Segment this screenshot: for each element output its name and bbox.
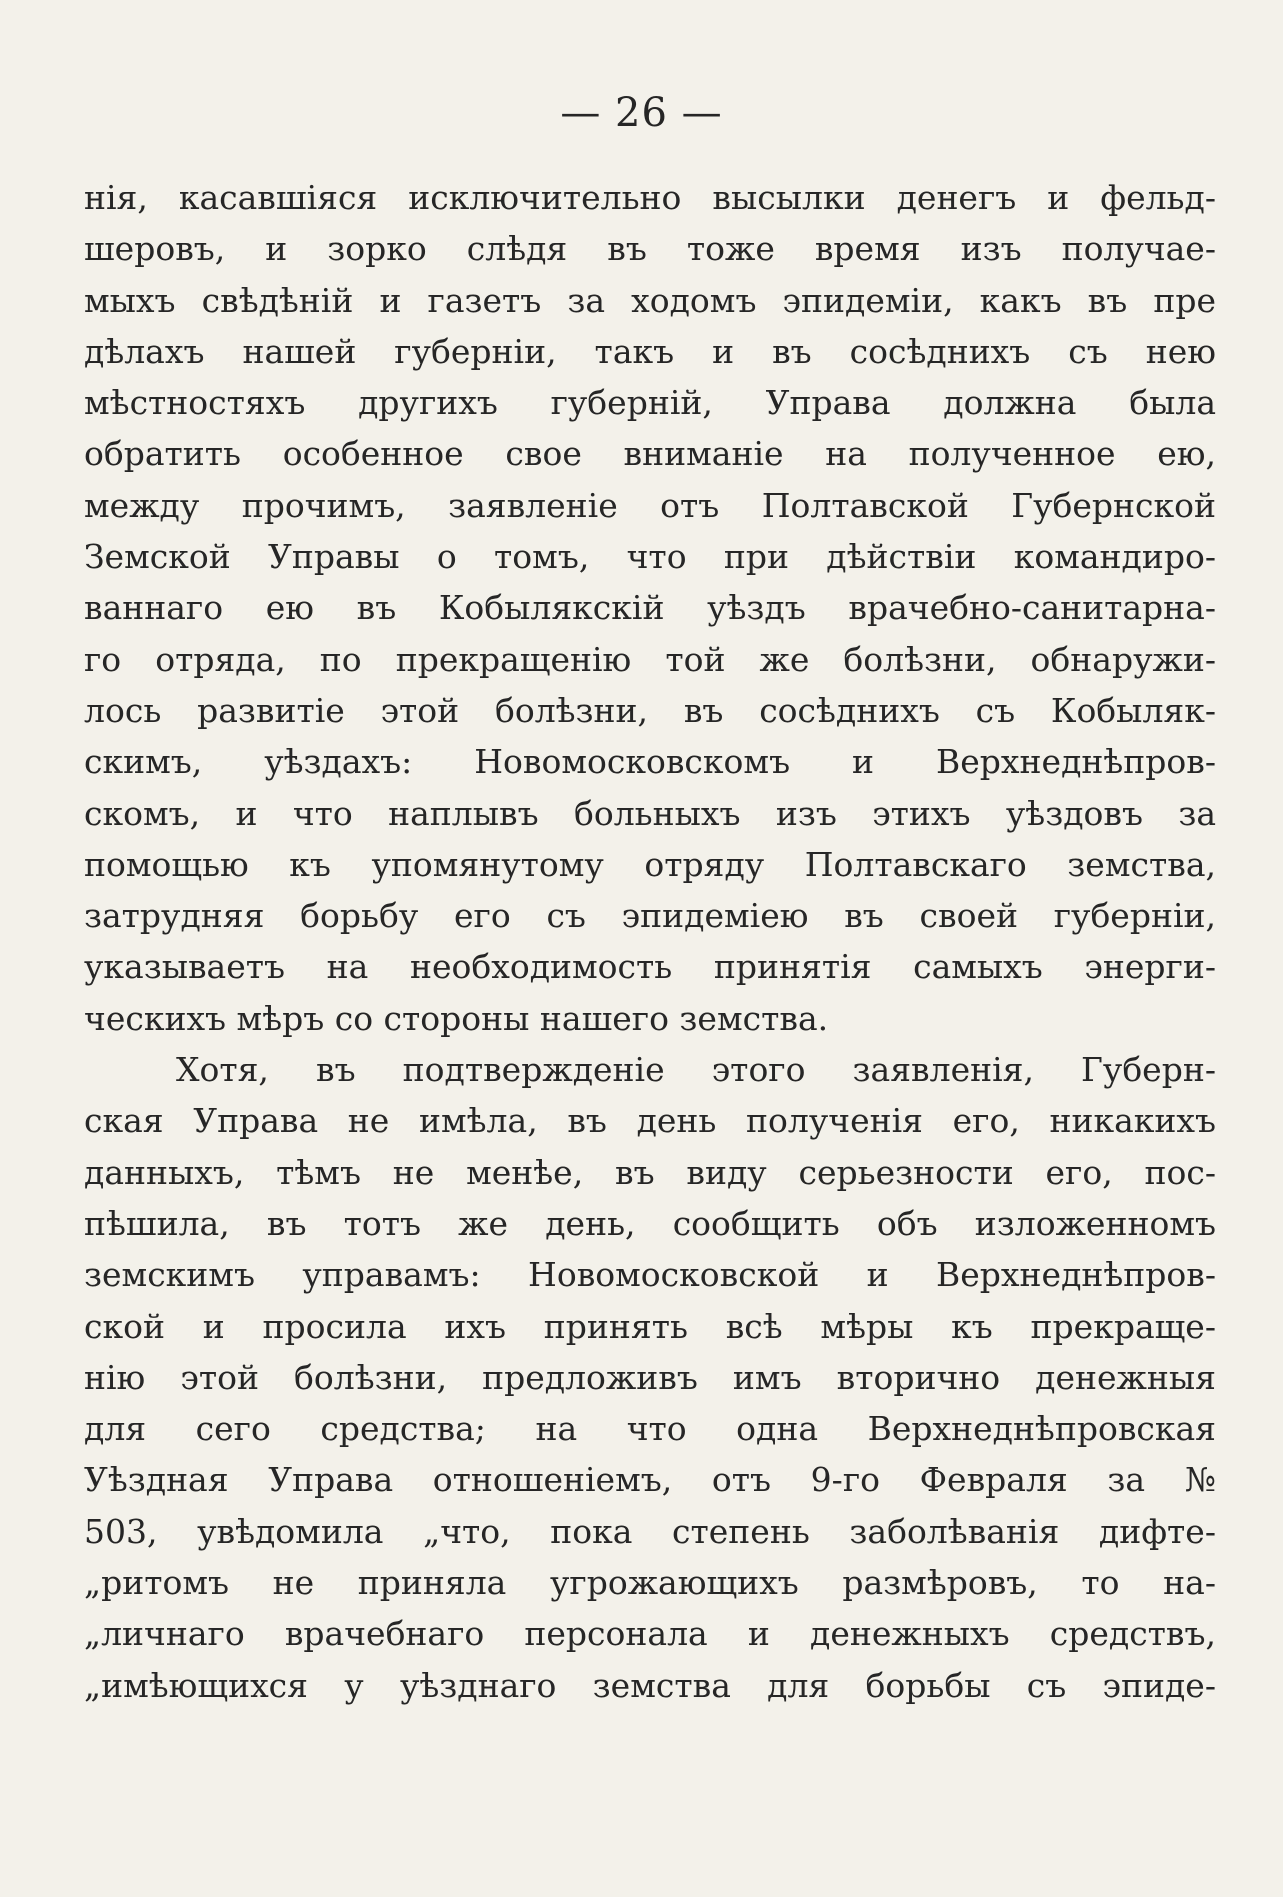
text-line: для сего средства; на что одна Верхнеднѣпровская: [84, 1409, 1216, 1449]
text-line: „ритомъ не приняла угрожающихъ размѣровъ, то на-: [84, 1563, 1216, 1603]
text-line: „имѣющихся у уѣзднаго земства для борьбы съ эпиде-: [84, 1665, 1216, 1705]
text-line: Уѣздная Управа отношеніемъ, отъ 9-го Февраля за №: [84, 1460, 1216, 1500]
text-line: пѣшила, въ тотъ же день, сообщить объ изложенномъ: [84, 1203, 1216, 1243]
text-line: мыхъ свѣдѣній и газетъ за ходомъ эпидеміи, какъ въ пре: [84, 280, 1216, 320]
text-line: данныхъ, тѣмъ не менѣе, въ виду серьезности его, пос-: [84, 1152, 1216, 1192]
text-line: „личнаго врачебнаго персонала и денежныхъ средствъ,: [84, 1614, 1216, 1654]
page-number: — 26 —: [560, 90, 723, 136]
text-line: Земской Управы о томъ, что при дѣйствіи командиро-: [84, 537, 1216, 577]
text-line: обратить особенное свое вниманіе на полученное ею,: [84, 434, 1216, 474]
text-line: скомъ, и что наплывъ больныхъ изъ этихъ уѣздовъ за: [84, 793, 1216, 833]
text-line: мѣстностяхъ другихъ губерній, Управа должна была: [84, 383, 1216, 423]
text-line: шеровъ, и зорко слѣдя въ тоже время изъ получае-: [84, 229, 1216, 269]
text-line: 503, увѣдомила „что, пока степень заболѣванія дифте-: [84, 1511, 1216, 1551]
text-line: ская Управа не имѣла, въ день полученія его, никакихъ: [84, 1101, 1216, 1141]
text-line: го отряда, по прекращенію той же болѣзни, обнаружи-: [84, 639, 1216, 679]
text-line: ской и просила ихъ принять всѣ мѣры къ прекраще-: [84, 1306, 1216, 1346]
body-text: [84, 172, 1216, 1711]
text-line: помощью къ упомянутому отряду Полтавскаго земства,: [84, 844, 1216, 884]
text-line: ваннаго ею въ Кобылякскій уѣздъ врачебно-санитарна-: [84, 588, 1216, 628]
text-line: скимъ, уѣздахъ: Новомосковскомъ и Верхнеднѣпров-: [84, 742, 1216, 782]
paragraph-first-line: Хотя, въ подтвержденіе этого заявленія, Губерн-: [176, 1050, 1216, 1090]
text-line: между прочимъ, заявленіе отъ Полтавской Губернской: [84, 485, 1216, 525]
text-line: нію этой болѣзни, предложивъ имъ вторично денежныя: [84, 1357, 1216, 1397]
text-line: затрудняя борьбу его съ эпидеміею въ своей губерніи,: [84, 896, 1216, 936]
text-line: указываетъ на необходимость принятія самыхъ энерги-: [84, 947, 1216, 987]
text-line: нія, касавшіяся исключительно высылки денегъ и фельд-: [84, 178, 1216, 217]
paragraph-end-line: ческихъ мѣръ со стороны нашего земства.: [84, 998, 829, 1038]
text-line: земскимъ управамъ: Новомосковской и Верхнеднѣпров-: [84, 1255, 1216, 1295]
text-line: дѣлахъ нашей губерніи, такъ и въ сосѣднихъ съ нею: [84, 331, 1216, 371]
text-line: лось развитіе этой болѣзни, въ сосѣднихъ съ Кобыляк-: [84, 690, 1216, 730]
